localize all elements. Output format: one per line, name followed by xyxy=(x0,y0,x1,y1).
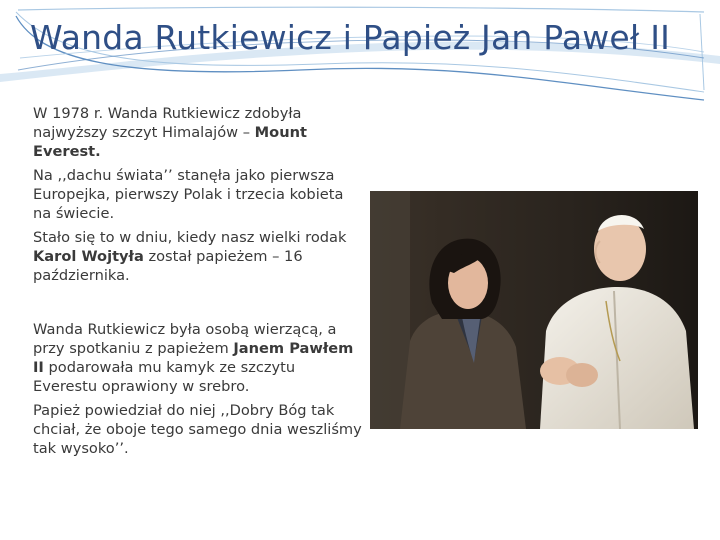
bold-text-run: Mount Everest. xyxy=(33,124,307,160)
paragraph xyxy=(33,401,363,458)
text-run: Na ,,dachu świata’’ stanęła jako pierwsza Europejka, pierwszy Polak i trzecia kobieta na świecie. xyxy=(33,167,344,222)
text-run: został papieżem – 16 października. xyxy=(33,248,303,284)
body-text xyxy=(33,104,363,463)
text-run: W 1978 r. Wanda Rutkiewicz zdobyła najwyższy szczyt Himalajów – xyxy=(33,105,302,141)
paragraph xyxy=(33,320,363,396)
text-run: podarowała mu kamyk ze szczytu Everestu oprawiony w srebro. xyxy=(33,359,296,395)
paragraph xyxy=(33,228,363,285)
text-run: Stało się to w dniu, kiedy nasz wielki rodak xyxy=(33,229,347,246)
photo-wanda-and-pope xyxy=(370,191,698,429)
photo-illustration xyxy=(370,191,698,429)
bold-text-run: Janem Pawłem II xyxy=(33,340,354,376)
slide-title: Wanda Rutkiewicz i Papież Jan Paweł II xyxy=(30,18,671,57)
text-run: Wanda Rutkiewicz była osobą wierzącą, a przy spotkaniu z papieżem xyxy=(33,321,337,357)
paragraph xyxy=(33,166,363,223)
bold-text-run: Karol Wojtyła xyxy=(33,248,144,265)
text-run: Papież powiedział do niej ,,Dobry Bóg tak chciał, że oboje tego samego dnia weszliśmy tak wysoko’’. xyxy=(33,402,362,457)
paragraph-gap xyxy=(33,290,363,320)
paragraph xyxy=(33,104,363,161)
